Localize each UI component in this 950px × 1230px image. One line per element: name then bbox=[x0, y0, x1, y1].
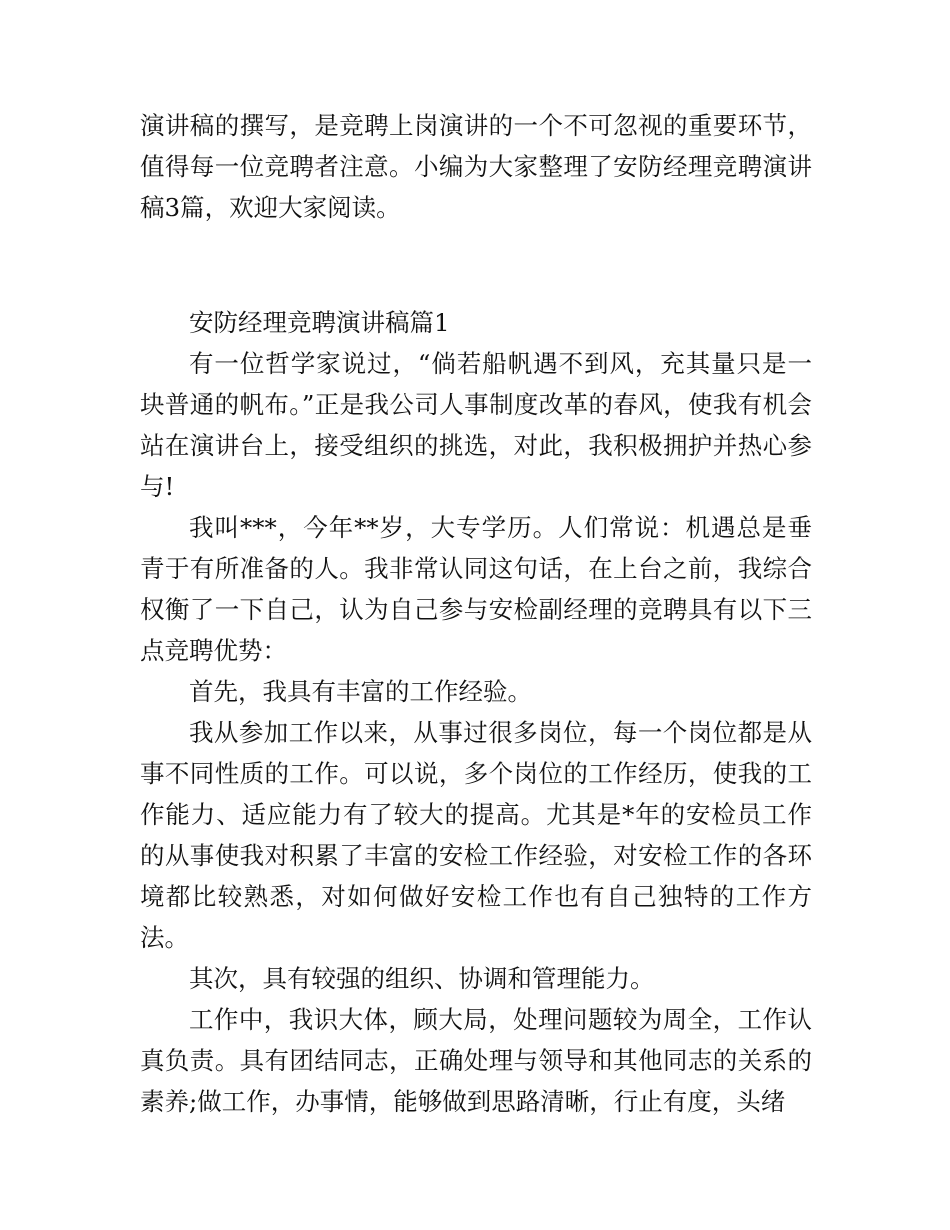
body-paragraph: 首先，我具有丰富的工作经验。 bbox=[189, 677, 532, 706]
section-spacer bbox=[140, 228, 812, 302]
section-title: 安防经理竞聘演讲稿篇1 bbox=[189, 308, 450, 337]
body-paragraph: 有一位哲学家说过，“倘若船帆遇不到风，充其量只是一块普通的帆布。”正是我公司人事制度改革的春风，使我有机会站在演讲台上，接受组织的挑选，对此，我积极拥护并热心参与! bbox=[140, 349, 812, 501]
body-paragraph: 其次，具有较强的组织、协调和管理能力。 bbox=[189, 964, 655, 993]
body-paragraph: 工作中，我识大体，顾大局，处理问题较为周全，工作认真负责。具有团结同志，正确处理与领导和其他同志的关系的素养;做工作，办事情，能够做到思路清晰，行止有度，头绪 bbox=[140, 1005, 812, 1116]
body-paragraph: 我从参加工作以来，从事过很多岗位，每一个岗位都是从事不同性质的工作。可以说，多个岗位的工作经历，使我的工作能力、适应能力有了较大的提高。尤其是*年的安检员工作的从事使我对积累了丰富的安检工作经验，对安检工作的各环境都比较熟悉，对如何做好安检工作也有自己独特的工作方法。 bbox=[140, 718, 812, 952]
intro-paragraph: 演讲稿的撰写，是竞聘上岗演讲的一个不可忽视的重要环节，值得每一位竞聘者注意。小编为大家整理了安防经理竞聘演讲稿3篇，欢迎大家阅读。 bbox=[140, 111, 812, 222]
body-paragraph: 我叫***，今年**岁，大专学历。人们常说：机遇总是垂青于有所准备的人。我非常认同这句话，在上台之前，我综合权衡了一下自己，认为自己参与安检副经理的竞聘具有以下三点竞聘优势： bbox=[140, 513, 812, 665]
